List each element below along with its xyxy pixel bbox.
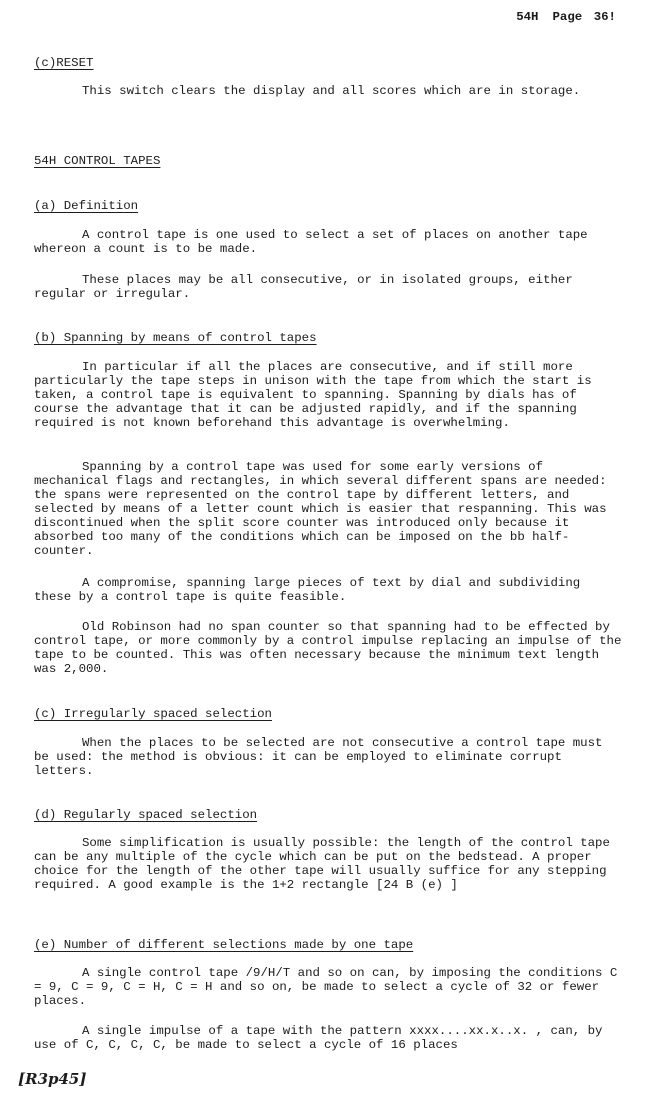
section-b-paragraph-2: Spanning by a control tape was used for some early versions of mechanical flags and rectangles, in which several different spans are needed: the spans were represented on the control tape by different letters, and selected by means of a letter count which is easier that respanning. This was discontinued when the split score counter was introduced only because it absorbed too many of the conditions which can be imposed on the bb half-counter.: [34, 460, 607, 558]
reset-heading: (c)RESET: [34, 56, 94, 70]
handwritten-reference: [R3p45]: [18, 1070, 87, 1088]
section-b-paragraph-4: Old Robinson had no span counter so that spanning had to be effected by control tape, or more commonly by a control impulse replacing an impulse of the tape to be counted. This was often necessary because the minimum text length was 2,000.: [34, 620, 622, 676]
section-b-paragraph-1: In particular if all the places are consecutive, and if still more particularly the tape steps in unison with the tape from which the start is taken, a control tape is equivalent to spanning. Spanning by dials has of course the advantage that it can be adjusted rapidly, and if the spanning required is not known beforehand this advantage is overwhelming.: [34, 360, 592, 430]
section-a-heading: (a) Definition: [34, 199, 139, 213]
section-a-paragraph-1: A control tape is one used to select a set of places on another tape whereon a count is to be made.: [34, 228, 588, 256]
section-c-paragraph: When the places to be selected are not consecutive a control tape must be used: the method is obvious: it can be employed to eliminate corrupt letters.: [34, 736, 603, 778]
header-page-label: Page: [552, 10, 583, 24]
page-header: [502, 10, 616, 24]
section-c-heading: (c) Irregularly spaced selection: [34, 707, 272, 721]
header-page-number: 36!: [593, 10, 616, 24]
header-code: 54H: [516, 10, 539, 24]
section-e-paragraph-2: A single impulse of a tape with the pattern xxxx....xx.x..x. , can, by use of C, C, C, C, be made to select a cycle of 16 places: [34, 1024, 603, 1052]
section-b-paragraph-3: A compromise, spanning large pieces of text by dial and subdividing these by a control tape is quite feasible.: [34, 576, 581, 604]
section-e-heading: (e) Number of different selections made by one tape: [34, 938, 414, 952]
section-b-heading: (b) Spanning by means of control tapes: [34, 331, 317, 345]
section-d-paragraph: Some simplification is usually possible: the length of the control tape can be any multiple of the cycle which can be put on the bedstead. A proper choice for the length of the other tape will usually suffice for any stepping required. A good example is the 1+2 rectangle [24 B (e) ]: [34, 836, 610, 892]
section-d-heading: (d) Regularly spaced selection: [34, 808, 258, 822]
reset-paragraph: This switch clears the display and all scores which are in storage.: [82, 84, 581, 98]
section-e-paragraph-1: A single control tape /9/H/T and so on can, by imposing the conditions C = 9, C = 9, C = H, C = H and so on, be made to select a cycle of 32 or fewer places.: [34, 966, 618, 1008]
section-title: 54H CONTROL TAPES: [34, 154, 161, 168]
section-a-paragraph-2: These places may be all consecutive, or in isolated groups, either regular or irregular.: [34, 273, 573, 301]
